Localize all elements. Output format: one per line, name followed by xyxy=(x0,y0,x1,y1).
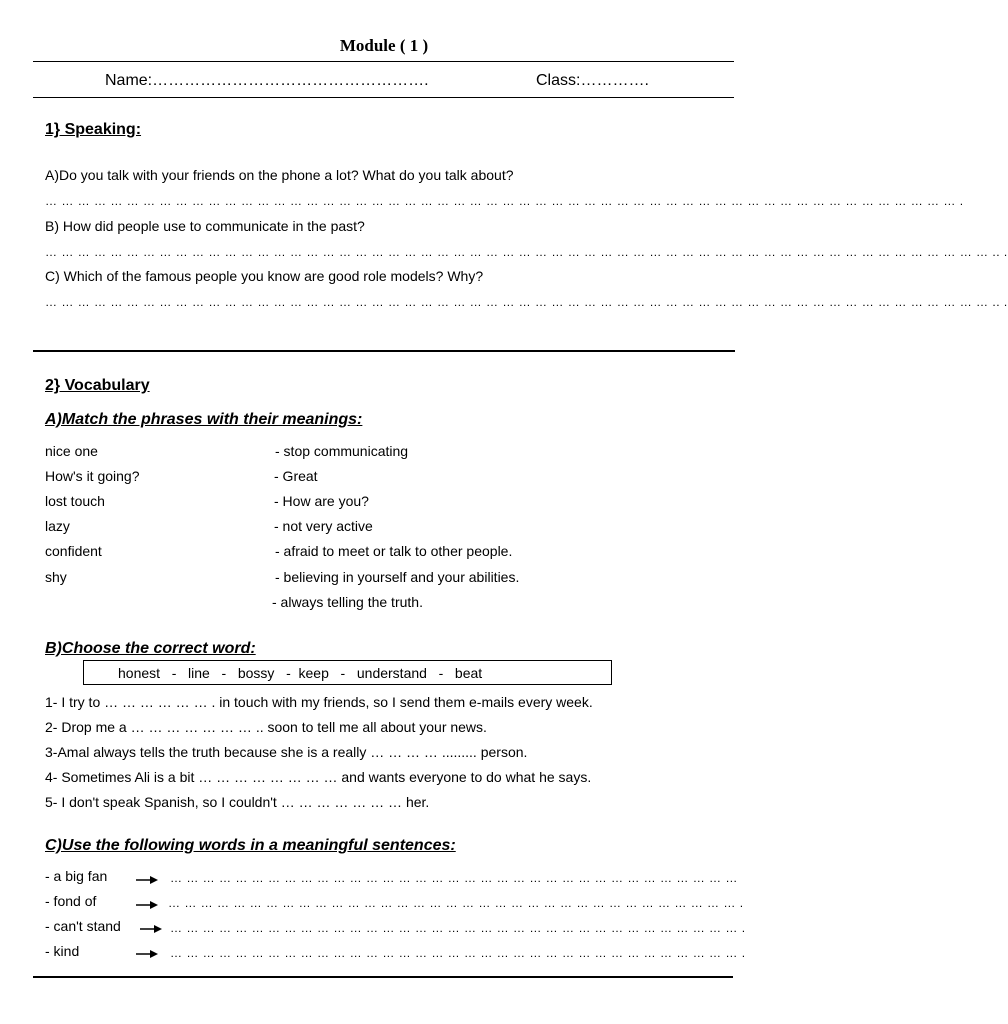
answer-line-a[interactable]: … … … … … … … … … … … … … … … … … … … … … … … … … … … … … … … … … … … … … … … … … … … … … … … … … … … … … … … … . xyxy=(45,194,964,208)
sentence-answer-line[interactable]: … … … … … … … … … … … … … … … … … … … … … … … … … … … … … … … … … … … xyxy=(170,871,738,885)
header-top-rule xyxy=(33,61,734,62)
word-prompt: - fond of xyxy=(45,893,97,909)
word-bank-box: honest - line - bossy - keep - understand - beat xyxy=(83,660,612,685)
word-prompt: - kind xyxy=(45,943,80,959)
header-bottom-rule xyxy=(33,97,734,98)
section-divider xyxy=(33,350,735,352)
choose-sentence-5: 5- I don't speak Spanish, so I couldn't … … … … … … … her. xyxy=(45,794,430,810)
choose-sentence-1: 1- I try to … … … … … … . in touch with my friends, so I send them e-mails every week. xyxy=(45,694,593,710)
choose-sentence-4: 4- Sometimes Ali is a bit … … … … … … … … and wants everyone to do what he says. xyxy=(45,769,592,785)
arrow-right-icon xyxy=(136,874,158,886)
arrow-right-icon xyxy=(136,948,158,960)
sentence-answer-line[interactable]: … … … … … … … … … … … … … … … … … … … … … … … … … … … … … … … … … … … . xyxy=(168,896,744,910)
word-prompt: - can't stand xyxy=(45,918,121,934)
sentence-answer-line[interactable]: … … … … … … … … … … … … … … … … … … … … … … … … … … … … … … … … … … … . xyxy=(170,921,746,935)
answer-line-b[interactable]: … … … … … … … … … … … … … … … … … … … … … … … … … … … … … … … … … … … … … … … … … … … … … … … … … … … … … … … … … … .. . xyxy=(45,245,1008,259)
match-phrase: nice one xyxy=(45,443,98,459)
speaking-question-c: C) Which of the famous people you know are good role models? Why? xyxy=(45,268,484,284)
footer-rule xyxy=(33,976,733,978)
speaking-heading: 1} Speaking: xyxy=(45,121,142,138)
page-title: Module ( 1 ) xyxy=(339,36,429,55)
class-field[interactable]: Class:…………. xyxy=(536,72,649,89)
match-meaning: - Great xyxy=(274,468,318,484)
match-heading: A)Match the phrases with their meanings: xyxy=(45,411,363,428)
arrow-right-icon xyxy=(136,899,158,911)
vocabulary-heading: 2} Vocabulary xyxy=(45,377,150,394)
name-field[interactable]: Name:……………………………………………. xyxy=(105,72,429,89)
match-meaning: - believing in yourself and your abilities. xyxy=(275,569,520,585)
sentence-answer-line[interactable]: … … … … … … … … … … … … … … … … … … … … … … … … … … … … … … … … … … … . xyxy=(170,946,746,960)
word-prompt: - a big fan xyxy=(45,868,108,884)
match-meaning: - not very active xyxy=(274,518,373,534)
match-meaning: - always telling the truth. xyxy=(272,594,423,610)
sentences-heading: C)Use the following words in a meaningful sentences: xyxy=(45,837,456,854)
choose-sentence-3: 3-Amal always tells the truth because she is a really … … … … ......... person. xyxy=(45,744,528,760)
match-meaning: - afraid to meet or talk to other people. xyxy=(275,543,513,559)
speaking-question-a: A)Do you talk with your friends on the phone a lot? What do you talk about? xyxy=(45,167,514,183)
answer-line-c[interactable]: … … … … … … … … … … … … … … … … … … … … … … … … … … … … … … … … … … … … … … … … … … … … … … … … … … … … … … … … … … .. . xyxy=(45,295,1008,309)
match-phrase: shy xyxy=(45,569,67,585)
match-phrase: How's it going? xyxy=(45,468,140,484)
match-phrase: lazy xyxy=(45,518,70,534)
choose-heading: B)Choose the correct word: xyxy=(45,640,256,657)
match-meaning: - stop communicating xyxy=(275,443,409,459)
match-phrase: lost touch xyxy=(45,493,105,509)
speaking-question-b: B) How did people use to communicate in the past? xyxy=(45,218,365,234)
match-phrase: confident xyxy=(45,543,102,559)
choose-sentence-2: 2- Drop me a … … … … … … … .. soon to tell me all about your news. xyxy=(45,719,487,735)
arrow-right-icon xyxy=(140,923,162,935)
match-meaning: - How are you? xyxy=(274,493,369,509)
